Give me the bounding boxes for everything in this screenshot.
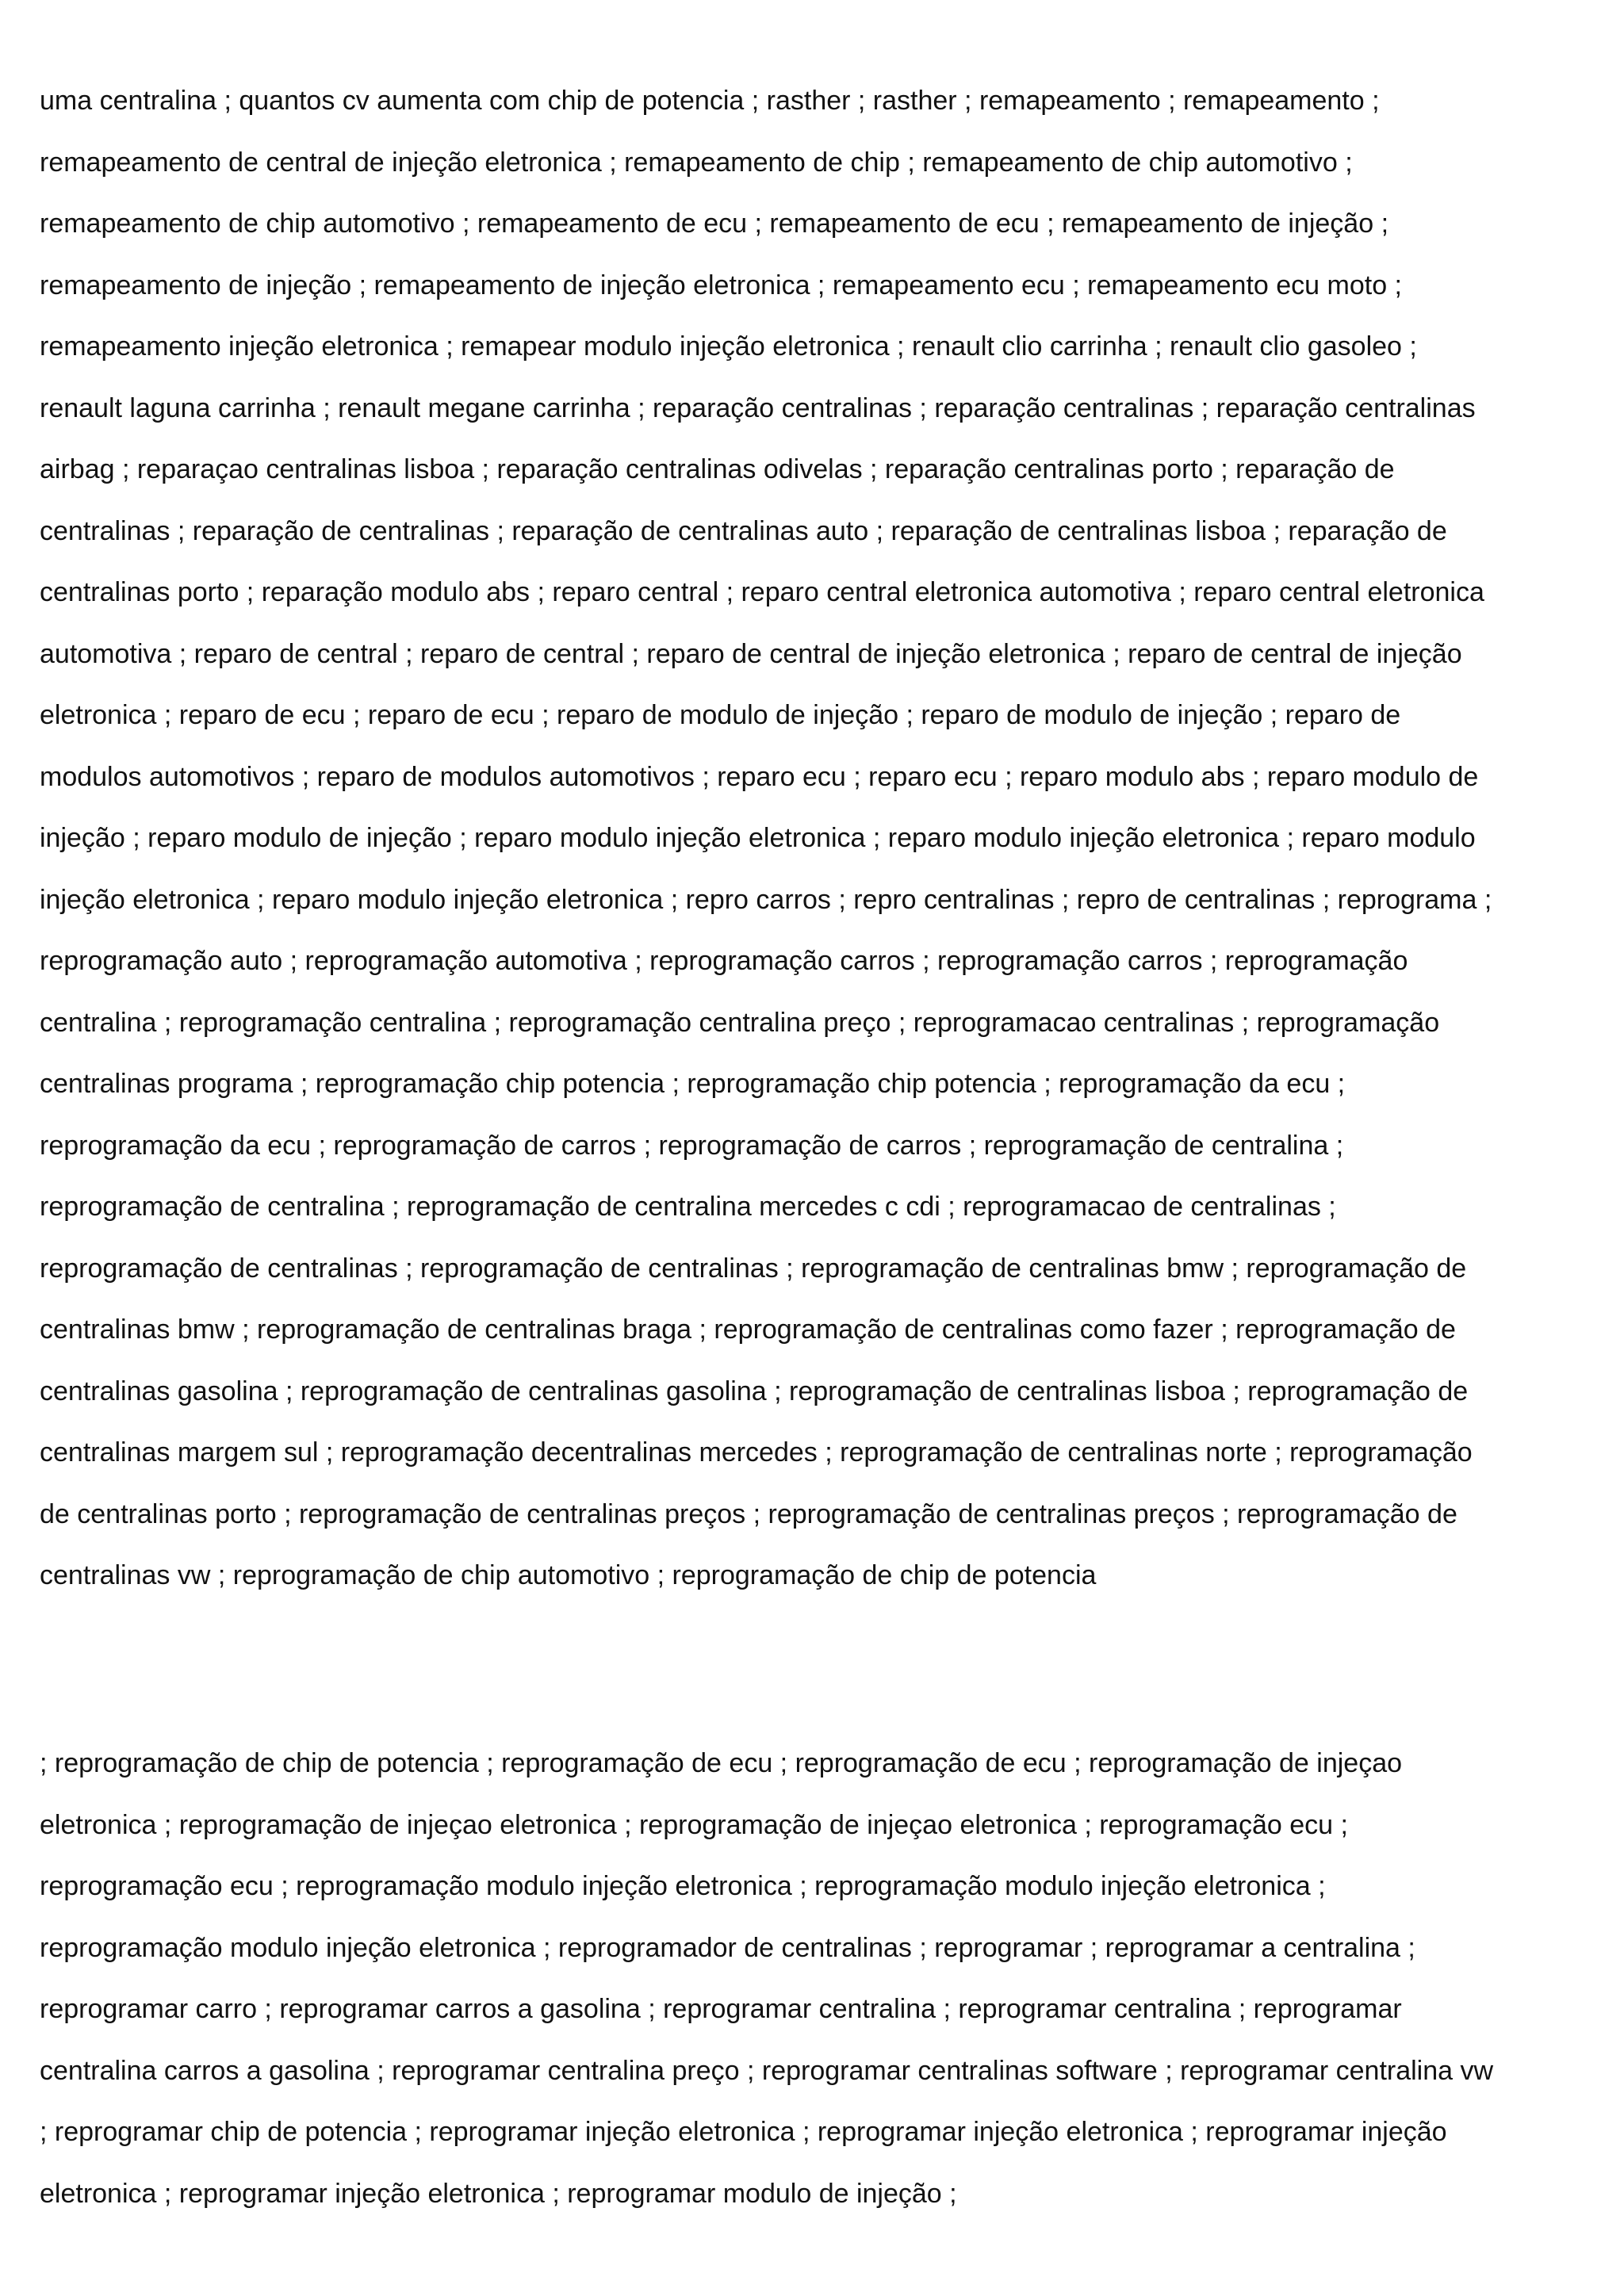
keyword-paragraph-1: uma centralina ; quantos cv aumenta com chip de potencia ; rasther ; rasther ; remapeamento ; remapeamento ; remapeamento de central de injeção eletronica ; remapeamento de chip ; remapeamento de chip automotivo ; remapeamento de chip automotivo ; remapeamento de ecu ; remapeamento de ecu ; remapeamento de injeção ; remapeamento de injeção ; remapeamento de injeção eletronica ; remapeamento ecu ; remapeamento ecu moto ; remapeamento injeção eletronica ; remapear modulo injeção eletronica ; renault clio carrinha ; renault clio gasoleo ; renault laguna carrinha ; renault megane carrinha ; reparação centralinas ; reparação centralinas ; reparação centralinas airbag ; reparaçao centralinas lisboa ; reparação centralinas odivelas ; reparação centralinas porto ; reparação de centralinas ; reparação de centralinas ; reparação de centralinas auto ; reparação de centralinas lisboa ; reparação de centralinas porto ; reparação modulo abs ; reparo central ; reparo central eletronica automotiva ; reparo central eletronica automotiva ; reparo de central ; reparo de central ; reparo de central de injeção eletronica ; reparo de central de injeção eletronica ; reparo de ecu ; reparo de ecu ; reparo de modulo de injeção ; reparo de modulo de injeção ; reparo de modulos automotivos ; reparo de modulos automotivos ; reparo ecu ; reparo ecu ; reparo modulo abs ; reparo modulo de injeção ; reparo modulo de injeção ; reparo modulo injeção eletronica ; reparo modulo injeção eletronica ; reparo modulo injeção eletronica ; reparo modulo injeção eletronica ; repro carros ; repro centralinas ; repro de centralinas ; reprograma ; reprogramação auto ; reprogramação automotiva ; reprogramação carros ; reprogramação carros ; reprogramação centralina ; reprogramação centralina ; reprogramação centralina preço ; reprogramacao centralinas ; reprogramação centralinas programa ; reprogramação chip potencia ; reprogramação chip potencia ; reprogramação da ecu ; reprogramação da ecu ; reprogramação de carros ; reprogramação de carros ; reprogramação de centralina ; reprogramação de centralina ; reprogramação de centralina mercedes c cdi ; reprogramacao de centralinas ; reprogramação de centralinas ; reprogramação de centralinas ; reprogramação de centralinas bmw ; reprogramação de centralinas bmw ; reprogramação de centralinas braga ; reprogramação de centralinas como fazer ; reprogramação de centralinas gasolina ; reprogramação de centralinas gasolina ; reprogramação de centralinas lisboa ; reprogramação de centralinas margem sul ; reprogramação decentralinas mercedes ; reprogramação de centralinas norte ; reprogramação de centralinas porto ; reprogramação de centralinas preços ; reprogramação de centralinas preços ; reprogramação de centralinas vw ; reprogramação de chip automotivo ; reprogramação de chip de potencia	[40, 86, 1492, 1590]
keyword-paragraph-2: ; reprogramação de chip de potencia ; reprogramação de ecu ; reprogramação de ecu ; reprogramação de injeçao eletronica ; reprogramação de injeçao eletronica ; reprogramação de injeçao eletronica ; reprogramação ecu ; reprogramação ecu ; reprogramação modulo injeção eletronica ; reprogramação modulo injeção eletronica ; reprogramação modulo injeção eletronica ; reprogramador de centralinas ; reprogramar ; reprogramar a centralina ; reprogramar carro ; reprogramar carros a gasolina ; reprogramar centralina ; reprogramar centralina ; reprogramar centralina carros a gasolina ; reprogramar centralina preço ; reprogramar centralinas software ; reprogramar centralina vw ; reprogramar chip de potencia ; reprogramar injeção eletronica ; reprogramar injeção eletronica ; reprogramar injeção eletronica ; reprogramar injeção eletronica ; reprogramar modulo de injeção ;	[40, 1748, 1494, 2209]
